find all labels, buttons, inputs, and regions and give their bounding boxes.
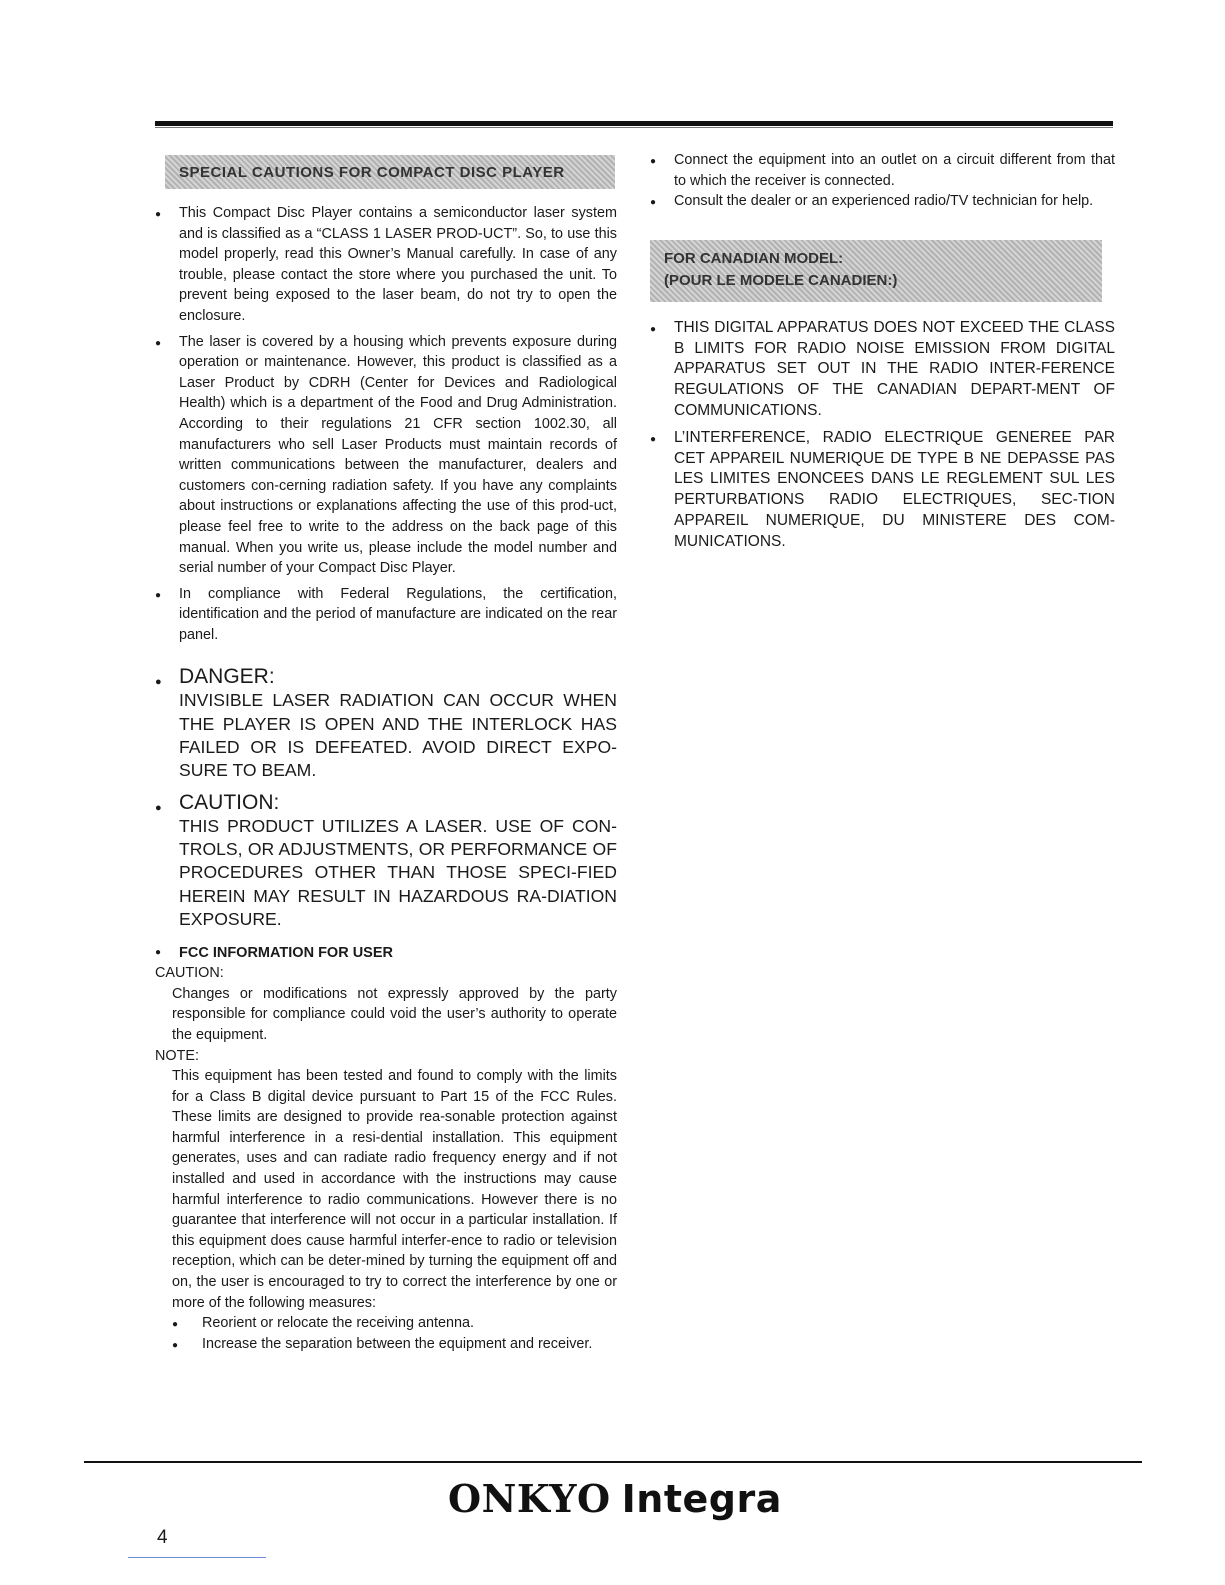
brand-logo xyxy=(448,1476,782,1522)
measure-increase-separation: ● Increase the separation between the equipment and receiver. xyxy=(155,1334,617,1355)
caution-heading: ● CAUTION: xyxy=(155,791,617,815)
page-number: 4 xyxy=(157,1527,168,1548)
bullet-compliance: ● In compliance with Federal Regulations, the certification, identification and the period of manufacture are indicated on the rear panel. xyxy=(155,584,617,646)
brand-onkyo: ONKYO xyxy=(448,1476,611,1521)
top-rule xyxy=(155,121,1113,126)
fcc-note-text: This equipment has been tested and found to comply with the limits for a Class B digital device pursuant to Part 15 of the FCC Rules. These limits are designed to provide rea-sonable protection against harmful interference in a resi-dential installation. This equipment generates, uses and can radiate radio frequency energy and if not installed and used in accordance with the instructions may cause harmful interference to radio communications. However there is no guarantee that interference will not occur in a particular installation. If this equipment does cause harmful interfer-ence to radio or television reception, which can be deter-mined by turning the equipment off and on, the user is encouraged to try to correct the interference by one or more of the following measures: xyxy=(172,1068,617,1311)
fcc-heading: ● FCC INFORMATION FOR USER xyxy=(155,943,617,963)
section-banner-canadian-model xyxy=(650,240,1102,302)
bullet-laser-housing: ● The laser is covered by a housing which prevents exposure during operation or maintenance. However, this product is classified as a Laser Product by CDRH (Center for Devices and Radiological Health) which is a department of the Food and Drug Administration. According to their regulations 21 CFR section 1002.30, all manufacturers who sell Laser Products must maintain records of written communications between the manufacturer, dealers and customers con-cerning radiation safety. If you have any complaints about instructions or explanations affecting the use of this prod-uct, please feel free to write to the address on the back page of this manual. When you write us, please include the model number and serial number of your Compact Disc Player. xyxy=(155,332,617,579)
left-column xyxy=(155,155,617,1354)
fcc-note-label: NOTE: xyxy=(155,1047,199,1064)
bullet-canadian-french: ● L’INTERFERENCE, RADIO ELECTRIQUE GENEREE PAR CET APPAREIL NUMERIQUE DE TYPE B NE DEPASSE PAS LES LIMITES ENONCEES DANS LE REGLEMENT SUL LES PERTURBATIONS RADIO ELECTRIQUES, SEC-TION APPAREIL NUMERIQUE, DU MINISTERE DES COM-MUNICATIONS. xyxy=(650,428,1115,553)
measure-connect-outlet: ● Connect the equipment into an outlet on a circuit different from that to which the receiver is connected. xyxy=(650,150,1115,191)
caution-body: THIS PRODUCT UTILIZES A LASER. USE OF CON-TROLS, OR ADJUSTMENTS, OR PERFORMANCE OF PROCEDURES OTHER THAN THOSE SPECI-FIED HEREIN MAY RESULT IN HAZARDOUS RA-DIATION EXPOSURE. xyxy=(179,815,617,929)
measure-consult-dealer: ● Consult the dealer or an experienced radio/TV technician for help. xyxy=(650,191,1115,212)
top-rule-thin xyxy=(155,127,1113,128)
fcc-caution-label: CAUTION: xyxy=(155,965,224,982)
danger-body: INVISIBLE LASER RADIATION CAN OCCUR WHEN THE PLAYER IS OPEN AND THE INTERLOCK HAS FAILED OR IS DEFEATED. AVOID DIRECT EXPO-SURE TO BEAM. xyxy=(179,690,617,781)
link-underline xyxy=(128,1557,266,1558)
right-column xyxy=(650,150,1115,553)
section-banner-special-cautions: SPECIAL CAUTIONS FOR COMPACT DISC PLAYER xyxy=(165,155,615,189)
brand-integra: Integra xyxy=(621,1477,782,1521)
fcc-caution-text: Changes or modifications not expressly approved by the party responsible for compliance could void the user’s authority to operate the equipment. xyxy=(172,985,617,1043)
measure-reorient: ● Reorient or relocate the receiving antenna. xyxy=(155,1313,617,1334)
bullet-laser-class: ● This Compact Disc Player contains a semiconductor laser system and is classified as a “CLASS 1 LASER PROD-UCT”. So, to use this model properly, read this Owner’s Manual carefully. In case of any trouble, please contact the store where you purchased the unit. To prevent being exposed to the laser beam, do not try to open the enclosure. xyxy=(155,203,617,327)
danger-heading: ● DANGER: xyxy=(155,665,617,689)
banner-canadian-line2: (POUR LE MODELE CANADIEN:) xyxy=(664,271,898,289)
bottom-rule xyxy=(84,1461,1142,1463)
banner-canadian-line1: FOR CANADIAN MODEL: xyxy=(664,249,844,267)
bullet-canadian-english: ● THIS DIGITAL APPARATUS DOES NOT EXCEED THE CLASS B LIMITS FOR RADIO NOISE EMISSION FROM DIGITAL APPARATUS SET OUT IN THE RADIO INTER-FERENCE REGULATIONS OF THE CANADIAN DEPART-MENT OF COMMUNICATIONS. xyxy=(650,318,1115,422)
